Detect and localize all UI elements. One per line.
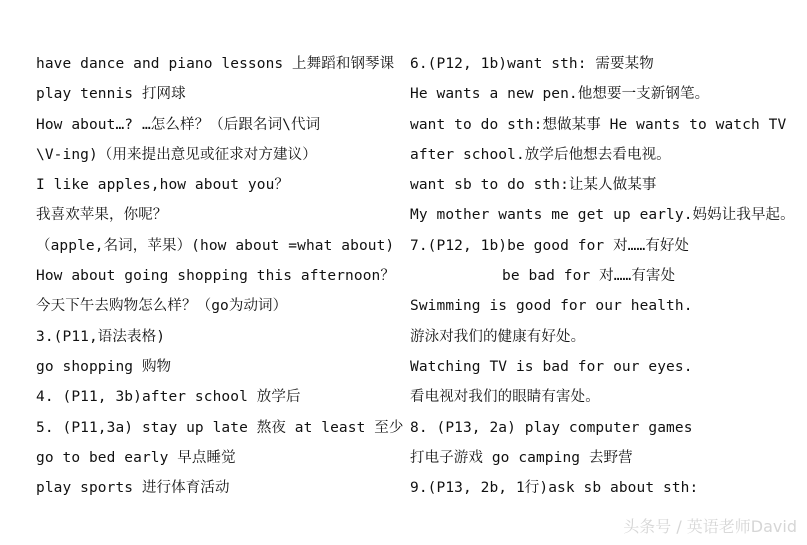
text-line: want to do sth:想做某事 He wants to watch TV: [410, 116, 787, 133]
text-line: 8. (P13, 2a) play computer games: [410, 419, 693, 436]
text-line: I like apples,how about you？: [36, 177, 290, 194]
text-line: 3.(P11,语法表格): [36, 328, 166, 345]
right-column: [410, 49, 800, 503]
text-line: \V-ing)（用来提出意见或征求对方建议）: [36, 146, 317, 163]
text-line: Swimming is good for our health.: [410, 298, 693, 315]
left-column: [36, 49, 404, 503]
text-line: How about going shopping this afternoon？: [36, 268, 395, 285]
text-line: 我喜欢苹果，你呢？: [36, 207, 168, 224]
text-line: want sb to do sth:让某人做某事: [410, 177, 657, 194]
watermark: 头条号 / 英语老师David: [623, 517, 797, 536]
text-line: How about…? …怎么样？（后跟名词\代词: [36, 116, 321, 133]
text-line: My mother wants me get up early.妈妈让我早起。: [410, 207, 795, 224]
text-line: have dance and piano lessons 上舞蹈和钢琴课: [36, 56, 395, 72]
text-line: play sports 进行体育活动: [36, 480, 230, 497]
text-line: go shopping 购物: [36, 358, 172, 375]
text-line: play tennis 打网球: [36, 86, 186, 103]
text-line: 看电视对我们的眼睛有害处。: [410, 389, 600, 406]
text-line: after school.放学后他想去看电视。: [410, 146, 671, 163]
text-line: go to bed early 早点睡觉: [36, 449, 236, 466]
text-line: 9.(P13, 2b, 1行)ask sb about sth:: [410, 480, 699, 497]
text-line: be bad for 对……有害处: [502, 268, 676, 285]
text-line: 今天下午去购物怎么样？（go为动词）: [36, 298, 288, 315]
text-line: He wants a new pen.他想要一支新钢笔。: [410, 86, 710, 103]
text-line: 7.(P12, 1b)be good for 对……有好处: [410, 237, 690, 254]
text-line: Watching TV is bad for our eyes.: [410, 358, 693, 375]
text-line: 打电子游戏 go camping 去野营: [410, 449, 633, 466]
text-line: （apple,名词，苹果）(how about =what about): [36, 237, 395, 254]
text-line: 6.(P12, 1b)want sth: 需要某物: [410, 56, 654, 72]
text-line: 5. (P11,3a) stay up late 熬夜 at least 至少: [36, 419, 404, 436]
text-line: 4. (P11, 3b)after school 放学后: [36, 389, 301, 406]
text-line: 游泳对我们的健康有好处。: [410, 328, 586, 345]
